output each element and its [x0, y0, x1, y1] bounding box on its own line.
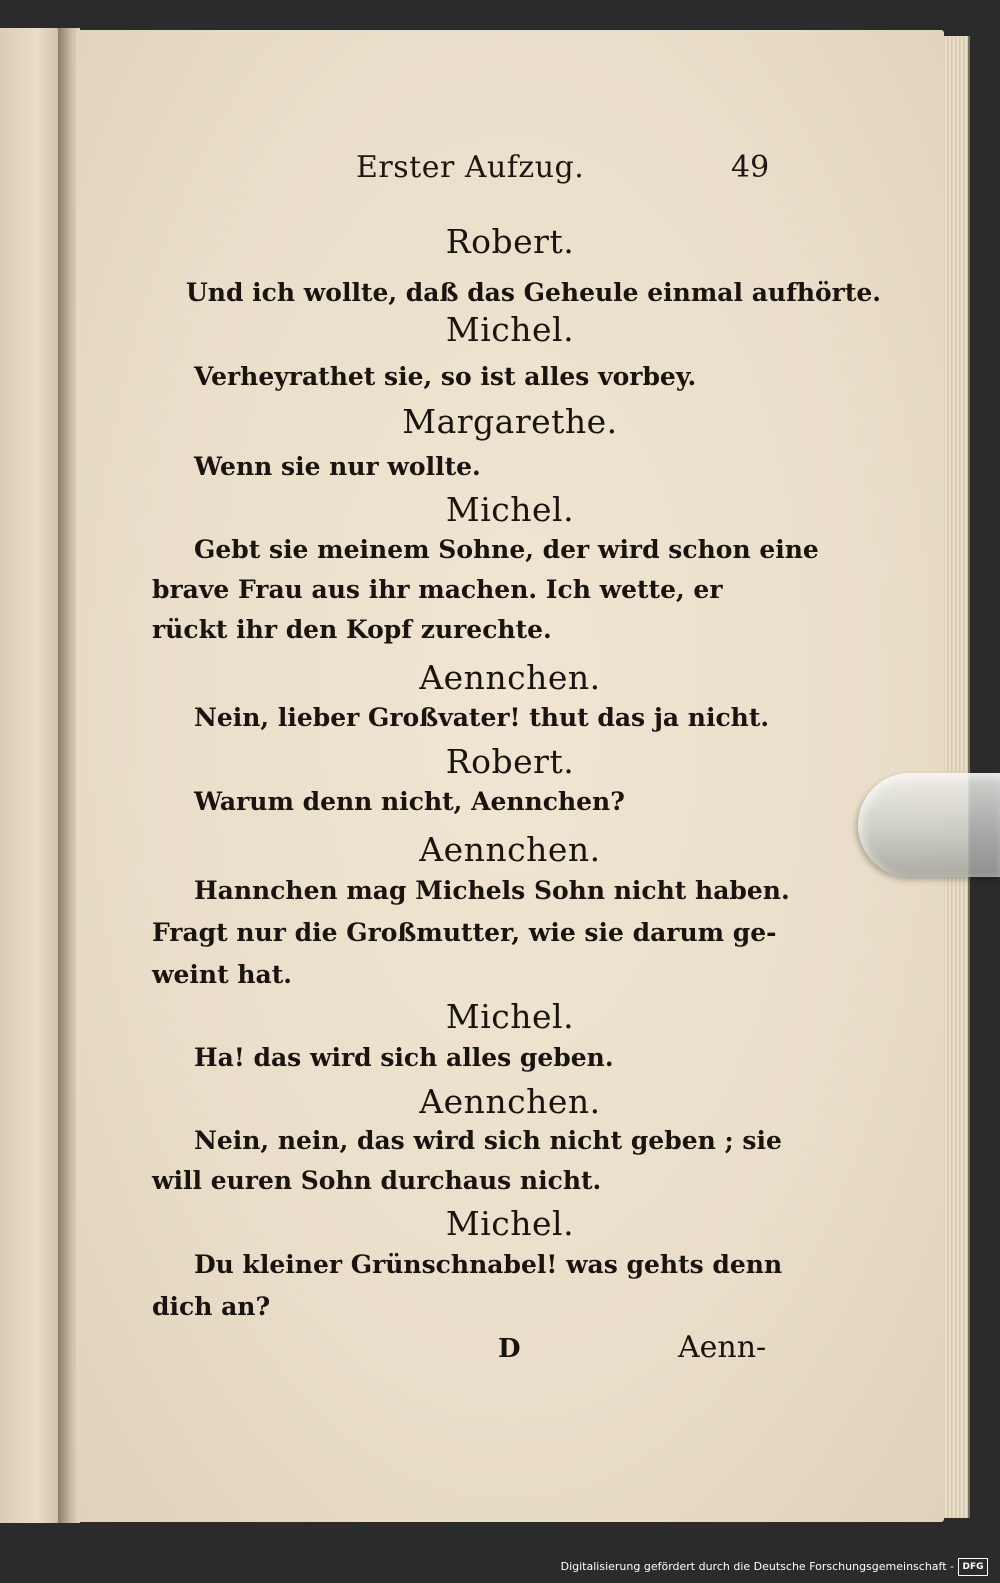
- speaker-name: Aennchen.: [419, 830, 601, 869]
- dialogue-line: Warum denn nicht, Aennchen?: [194, 787, 625, 816]
- dialogue-line: Fragt nur die Großmutter, wie sie darum ge-: [152, 918, 777, 947]
- dialogue-line: will euren Sohn durchaus nicht.: [152, 1166, 602, 1195]
- dialogue-line: brave Frau aus ihr machen. Ich wette, er: [152, 575, 723, 604]
- catchword: Aenn-: [678, 1330, 767, 1365]
- running-title: Erster Aufzug.: [356, 150, 585, 185]
- dialogue-line: Nein, nein, das wird sich nicht geben ; sie: [194, 1126, 782, 1155]
- speaker-name: Aennchen.: [419, 1082, 601, 1121]
- speaker-name: Michel.: [445, 997, 575, 1036]
- speaker-name: Michel.: [445, 1204, 575, 1243]
- dialogue-line: Hannchen mag Michels Sohn nicht haben.: [194, 876, 790, 905]
- dfg-logo-icon: DFG: [958, 1558, 988, 1576]
- dialogue-line: rückt ihr den Kopf zurechte.: [152, 615, 552, 644]
- speaker-name: Michel.: [445, 310, 575, 349]
- page-number: 49: [731, 150, 770, 185]
- speaker-name: Robert.: [445, 742, 575, 781]
- left-page-edge: [0, 28, 62, 1523]
- running-header: [76, 150, 944, 190]
- dialogue-line: Gebt sie meinem Sohne, der wird schon eine: [194, 535, 819, 564]
- dialogue-line: Ha! das wird sich alles geben.: [194, 1043, 614, 1072]
- speaker-name: Robert.: [445, 222, 575, 261]
- dialogue-line: Wenn sie nur wollte.: [194, 452, 481, 481]
- dialogue-line: Und ich wollte, daß das Geheule einmal aufhörte.: [186, 278, 882, 307]
- page-clip: [858, 773, 1000, 877]
- dialogue-line: Nein, lieber Großvater! thut das ja nicht.: [194, 703, 770, 732]
- signature-mark: D: [498, 1334, 521, 1364]
- speaker-name: Margarethe.: [402, 402, 618, 441]
- speaker-name: Michel.: [445, 490, 575, 529]
- digitization-credit: Digitalisierung gefördert durch die Deutsche Forschungsgemeinschaft -: [560, 1560, 954, 1573]
- dialogue-line: dich an?: [152, 1292, 271, 1321]
- dialogue-line: weint hat.: [152, 960, 292, 989]
- dialogue-line: Verheyrathet sie, so ist alles vorbey.: [194, 362, 697, 391]
- digitization-footer: [0, 1551, 1000, 1583]
- dialogue-line: Du kleiner Grünschnabel! was gehts denn: [194, 1250, 783, 1279]
- speaker-name: Aennchen.: [419, 658, 601, 697]
